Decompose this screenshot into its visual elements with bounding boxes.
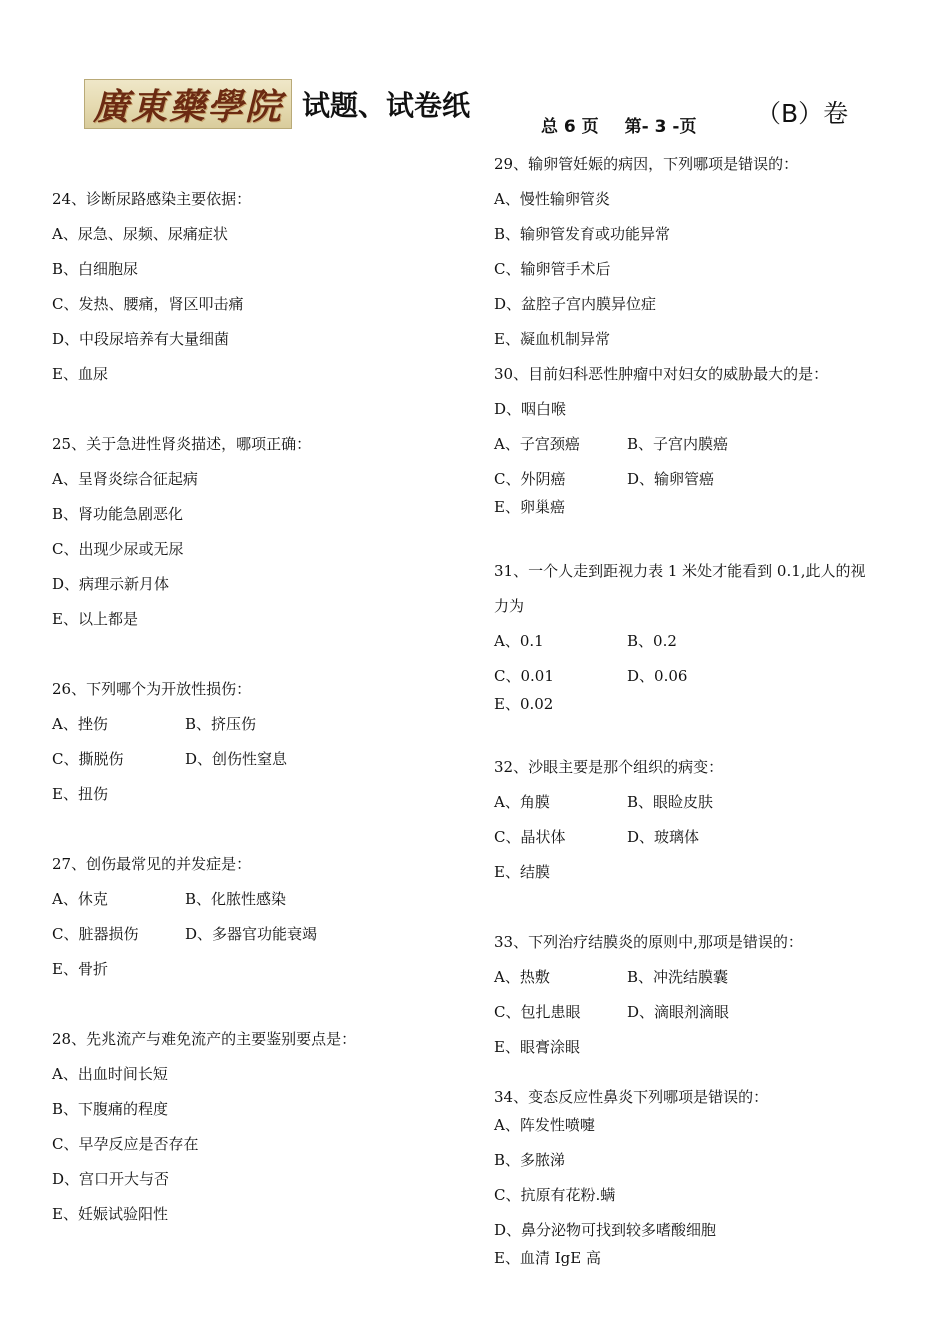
q32-stem: 32、沙眼主要是那个组织的病变：	[494, 758, 724, 776]
q32-option-c: C、晶状体	[494, 828, 566, 846]
q27-option-e: E、骨折	[52, 960, 108, 978]
q31-option-b: B、0.2	[627, 632, 677, 650]
q31-stem-line1: 31、一个人走到距视力表 1 米处才能看到 0.1,此人的视	[494, 562, 866, 580]
q25-stem: 25、关于急进性肾炎描述，哪项正确：	[52, 435, 312, 453]
q31-option-a: A、0.1	[494, 632, 544, 650]
q28-option-e: E、妊娠试验阳性	[52, 1205, 168, 1223]
q30-option-d: D、输卵管癌	[627, 470, 715, 488]
q25-option-e: E、以上都是	[52, 610, 138, 628]
page-title: 试题、试卷纸	[302, 89, 471, 122]
q24-stem: 24、诊断尿路感染主要依据：	[52, 190, 252, 208]
q24-option-c: C、发热、腰痛，肾区叩击痛	[52, 295, 244, 313]
q26-option-e: E、扭伤	[52, 785, 108, 803]
q24-option-e: E、血尿	[52, 365, 108, 383]
q33-option-a: A、热敷	[494, 968, 550, 986]
q30-option-b: B、子宫内膜癌	[627, 435, 729, 453]
q27-stem: 27、创伤最常见的并发症是：	[52, 855, 252, 873]
q34-option-a: A、阵发性喷嚏	[494, 1116, 595, 1134]
q29-option-e: E、凝血机制异常	[494, 330, 610, 348]
q26-option-b: B、挤压伤	[185, 715, 257, 733]
q30-option-c: C、外阴癌	[494, 470, 566, 488]
college-logo	[84, 79, 292, 129]
q26-option-d: D、创伤性窒息	[185, 750, 288, 768]
q34-option-b: B、多脓涕	[494, 1151, 566, 1169]
q29-option-c: C、输卵管手术后	[494, 260, 611, 278]
page-number: 第- 3 -页	[624, 117, 697, 137]
q32-option-a: A、角膜	[494, 793, 550, 811]
q24-option-b: B、白细胞尿	[52, 260, 139, 278]
q34-option-d: D、鼻分泌物可找到较多嗜酸细胞	[494, 1221, 717, 1239]
q34-stem: 34、变态反应性鼻炎下列哪项是错误的：	[494, 1088, 769, 1106]
q31-option-e: E、0.02	[494, 695, 554, 713]
q33-option-c: C、包扎患眼	[494, 1003, 581, 1021]
q28-option-a: A、出血时间长短	[52, 1065, 168, 1083]
q30-option-e: E、卵巢癌	[494, 498, 565, 516]
q27-option-a: A、休克	[52, 890, 108, 908]
q24-option-d: D、中段尿培养有大量细菌	[52, 330, 230, 348]
q25-option-a: A、呈肾炎综合征起病	[52, 470, 198, 488]
q26-stem: 26、下列哪个为开放性损伤：	[52, 680, 252, 698]
q29-option-a: A、慢性输卵管炎	[494, 190, 610, 208]
q30-option-a: A、子宫颈癌	[494, 435, 580, 453]
q28-option-c: C、早孕反应是否存在	[52, 1135, 199, 1153]
q27-option-b: B、化脓性感染	[185, 890, 287, 908]
q24-option-a: A、尿急、尿频、尿痛症状	[52, 225, 228, 243]
q28-option-d: D、宫口开大与否	[52, 1170, 170, 1188]
q32-option-d: D、玻璃体	[627, 828, 700, 846]
q31-stem-line2: 力为	[494, 597, 525, 615]
q26-option-a: A、挫伤	[52, 715, 108, 733]
q29-stem: 29、输卵管妊娠的病因，下列哪项是错误的：	[494, 155, 799, 173]
q33-option-e: E、眼膏涂眼	[494, 1038, 580, 1056]
q28-stem: 28、先兆流产与难免流产的主要鉴别要点是：	[52, 1030, 357, 1048]
q25-option-b: B、肾功能急剧恶化	[52, 505, 184, 523]
q33-stem: 33、下列治疗结膜炎的原则中,那项是错误的：	[494, 933, 803, 951]
logo-text: 廣東藥學院	[92, 85, 283, 128]
page-total: 总 6 页	[541, 117, 599, 137]
q32-option-b: B、眼睑皮肤	[627, 793, 714, 811]
q30-stray-option-d: D、咽白喉	[494, 400, 567, 418]
page-info	[541, 112, 696, 137]
q25-option-c: C、出现少尿或无尿	[52, 540, 184, 558]
paper-type: （B）卷	[756, 99, 849, 128]
q33-option-b: B、冲洗结膜囊	[627, 968, 729, 986]
q28-option-b: B、下腹痛的程度	[52, 1100, 169, 1118]
q34-option-e: E、血清 IgE 高	[494, 1249, 601, 1267]
q27-option-c: C、脏器损伤	[52, 925, 139, 943]
q29-option-b: B、输卵管发育或功能异常	[494, 225, 671, 243]
q29-option-d: D、盆腔子宫内膜异位症	[494, 295, 657, 313]
q26-option-c: C、撕脱伤	[52, 750, 124, 768]
q31-option-c: C、0.01	[494, 667, 554, 685]
q25-option-d: D、病理示新月体	[52, 575, 170, 593]
q34-option-c: C、抗原有花粉.螨	[494, 1186, 616, 1204]
q32-option-e: E、结膜	[494, 863, 550, 881]
q30-stem: 30、目前妇科恶性肿瘤中对妇女的威胁最大的是：	[494, 365, 829, 383]
q31-option-d: D、0.06	[627, 667, 688, 685]
q27-option-d: D、多器官功能衰竭	[185, 925, 318, 943]
q33-option-d: D、滴眼剂滴眼	[627, 1003, 730, 1021]
